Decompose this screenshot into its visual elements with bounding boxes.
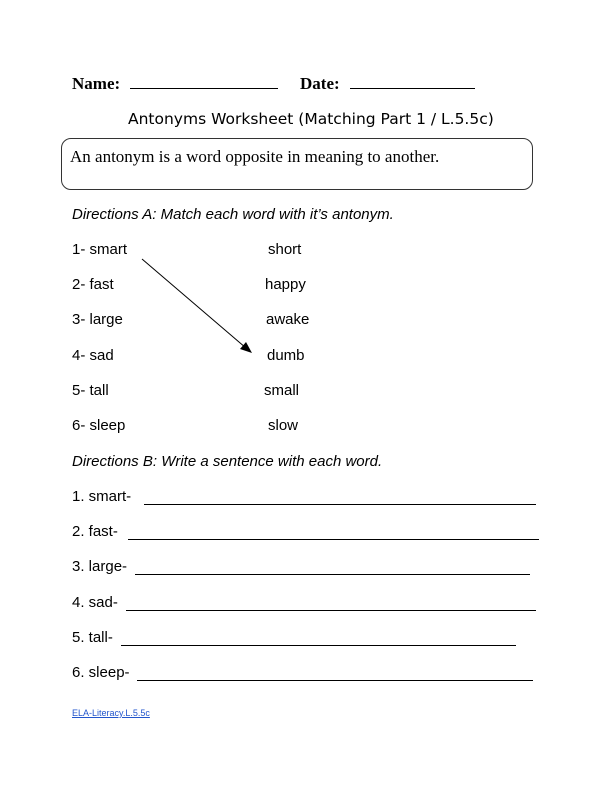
- arrowhead-icon: [240, 342, 252, 353]
- name-label: Name:: [72, 74, 121, 93]
- directions-b: Directions B: Write a sentence with each word.: [72, 453, 383, 470]
- left-word: 4- sad: [72, 347, 114, 364]
- sentence-blank-line[interactable]: [144, 504, 536, 505]
- left-word: 3- large: [72, 311, 123, 328]
- left-word: 1- smart: [72, 241, 128, 258]
- right-word: dumb: [267, 347, 305, 364]
- sentence-label: 6. sleep-: [72, 664, 130, 681]
- directions-a: Directions A: Match each word with it’s antonym.: [72, 206, 394, 223]
- left-word: 2- fast: [72, 276, 114, 293]
- sentence-blank-line[interactable]: [128, 539, 539, 540]
- definition-text: An antonym is a word opposite in meaning to another.: [70, 147, 440, 166]
- right-word: small: [264, 382, 300, 399]
- left-word: 5- tall: [72, 382, 109, 399]
- sentence-blank-line[interactable]: [135, 574, 530, 575]
- sentence-label: 4. sad-: [72, 594, 118, 611]
- worksheet-title: Antonyms Worksheet (Matching Part 1 / L.5.5c): [128, 110, 494, 128]
- left-word: 6- sleep: [72, 417, 126, 434]
- right-word: awake: [266, 311, 310, 328]
- arrow-line: [142, 259, 246, 348]
- sentence-label: 1. smart-: [72, 488, 132, 505]
- sentence-blank-line[interactable]: [121, 645, 516, 646]
- date-label: Date:: [300, 74, 340, 93]
- sentence-label: 2. fast-: [72, 523, 118, 540]
- right-word: short: [268, 241, 302, 258]
- sentence-blank-line[interactable]: [126, 610, 536, 611]
- sentence-label: 5. tall-: [72, 629, 113, 646]
- right-word: slow: [268, 417, 299, 434]
- sentence-blank-line[interactable]: [137, 680, 533, 681]
- sentence-label: 3. large-: [72, 558, 128, 575]
- right-word: happy: [265, 276, 306, 293]
- standard-link[interactable]: ELA-Literacy.L.5.5c: [72, 708, 150, 718]
